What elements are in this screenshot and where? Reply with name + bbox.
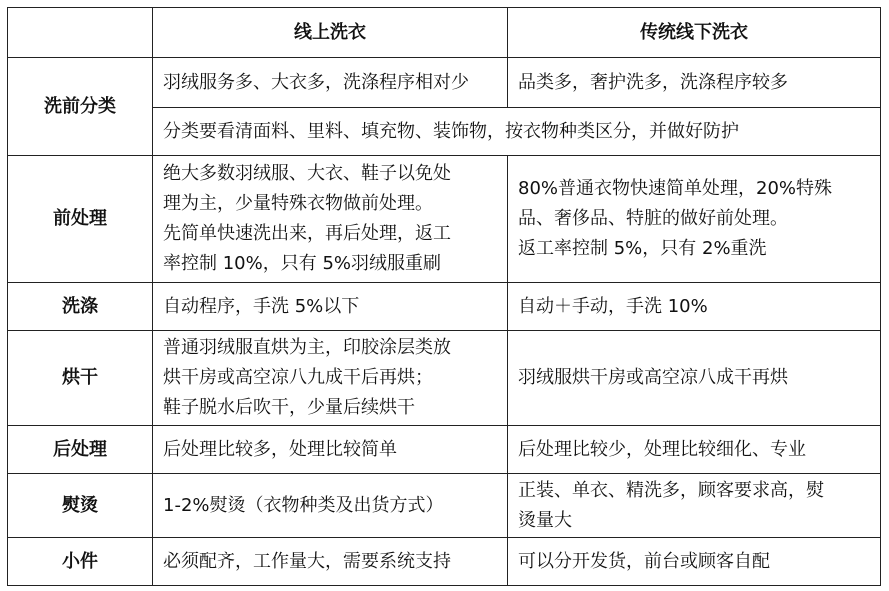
cell-sorting-online: 羽绒服务多、大衣多，洗涤程序相对少 — [153, 58, 508, 108]
row-label-ironing: 熨烫 — [8, 474, 153, 538]
cell-line: 普通羽绒服直烘为主，印胶涂层类放 — [163, 337, 451, 358]
cell-line: 理为主，少量特殊衣物做前处理。 — [163, 193, 433, 214]
cell-line: 正装、单衣、精洗多，顾客要求高，熨 — [518, 479, 824, 501]
cell-line: 烘干房或高空凉八九成干后再烘； — [163, 367, 433, 388]
header-corner-cell — [8, 8, 153, 58]
cell-line: 先简单快速洗出来，再后处理，返工 — [163, 223, 451, 244]
cell-posttreatment-online: 后处理比较多，处理比较简单 — [153, 426, 508, 474]
cell-drying-online — [153, 331, 508, 426]
cell-line: 烫量大 — [518, 509, 572, 531]
cell-line: 绝大多数羽绒服、大衣、鞋子以免处 — [163, 163, 451, 184]
cell-ironing-offline — [508, 474, 881, 538]
cell-ironing-online: 1-2%熨烫（衣物种类及出货方式） — [153, 474, 508, 538]
cell-sorting-common: 分类要看清面料、里料、填充物、装饰物，按衣物种类区分，并做好防护 — [153, 108, 881, 156]
cell-line: 返工率控制 5%，只有 2%重洗 — [518, 238, 767, 259]
table-row-small-items — [8, 538, 881, 586]
header-row — [8, 8, 881, 58]
cell-sorting-offline: 品类多，奢护洗多，洗涤程序较多 — [508, 58, 881, 108]
cell-posttreatment-offline: 后处理比较少，处理比较细化、专业 — [508, 426, 881, 474]
cell-small-items-offline: 可以分开发货，前台或顾客自配 — [508, 538, 881, 586]
cell-line: 80%普通衣物快速简单处理，20%特殊 — [518, 178, 833, 199]
cell-washing-offline: 自动＋手动，手洗 10% — [508, 283, 881, 331]
row-label-small-items: 小件 — [8, 538, 153, 586]
table-row-sorting — [8, 58, 881, 108]
row-label-washing: 洗涤 — [8, 283, 153, 331]
row-label-sorting: 洗前分类 — [8, 58, 153, 156]
cell-line: 鞋子脱水后吹干，少量后续烘干 — [163, 397, 415, 418]
table-row-drying — [8, 331, 881, 426]
row-label-pretreatment: 前处理 — [8, 156, 153, 283]
cell-washing-online: 自动程序，手洗 5%以下 — [153, 283, 508, 331]
cell-pretreatment-offline — [508, 156, 881, 283]
row-label-posttreatment: 后处理 — [8, 426, 153, 474]
table-row-pretreatment — [8, 156, 881, 283]
table-row-washing — [8, 283, 881, 331]
row-label-drying: 烘干 — [8, 331, 153, 426]
cell-drying-offline: 羽绒服烘干房或高空凉八成干再烘 — [508, 331, 881, 426]
header-offline: 传统线下洗衣 — [508, 8, 881, 58]
table-row-posttreatment — [8, 426, 881, 474]
cell-pretreatment-online — [153, 156, 508, 283]
cell-small-items-online: 必须配齐，工作量大，需要系统支持 — [153, 538, 508, 586]
cell-line: 率控制 10%，只有 5%羽绒服重刷 — [163, 253, 442, 274]
comparison-table — [7, 7, 881, 586]
cell-line: 品、奢侈品、特脏的做好前处理。 — [518, 208, 788, 229]
table-row-ironing — [8, 474, 881, 538]
header-online: 线上洗衣 — [153, 8, 508, 58]
